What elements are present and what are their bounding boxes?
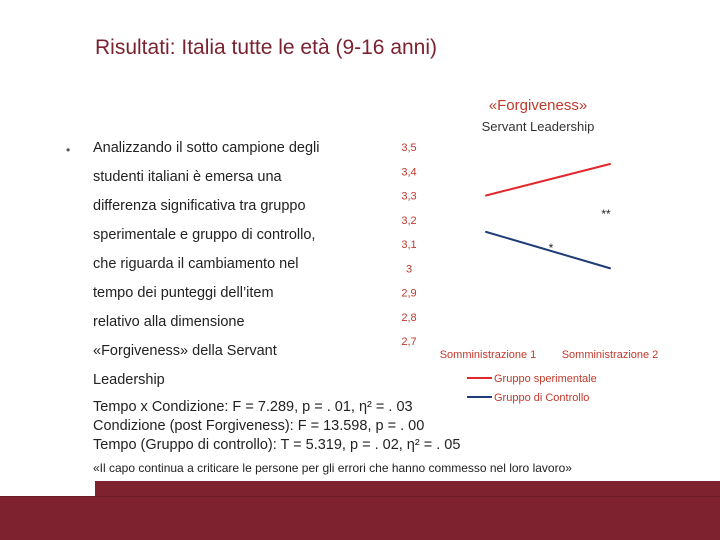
body-line: Leadership: [93, 372, 165, 388]
stats-line: Tempo x Condizione: F = 7.289, p = . 01, η² = . 03: [93, 399, 413, 415]
data-point: [485, 231, 487, 233]
chart-title: «Forgiveness»: [488, 97, 588, 114]
y-tick-label: 3,3: [401, 190, 417, 203]
stats-line: Condizione (post Forgiveness): F = 13.598, p = . 00: [93, 418, 425, 434]
body-line: che riguarda il cambiamento nel: [93, 256, 299, 272]
footer-notch: [0, 481, 95, 497]
legend-label: Gruppo sperimentale: [494, 373, 597, 385]
data-point: [609, 163, 611, 165]
body-line: «Forgiveness» della Servant: [93, 343, 277, 359]
y-tick-label: 2,7: [401, 336, 417, 348]
y-tick-label: 3,2: [401, 214, 417, 227]
x-tick-label: Somministrazione 1: [439, 349, 537, 361]
data-point: [485, 195, 487, 197]
body-line: relativo alla dimensione: [93, 314, 245, 330]
chart-subtitle: Servant Leadership: [481, 119, 595, 134]
legend-label: Gruppo di Controllo: [494, 392, 590, 404]
x-tick-label: Somministrazione 2: [561, 349, 659, 361]
y-tick-label: 3,4: [401, 166, 417, 179]
significance-marker: *: [548, 241, 554, 255]
body-line: sperimentale e gruppo di controllo,: [93, 227, 316, 243]
stats-line: Tempo (Gruppo di controllo): T = 5.319, p = . 02, η² = . 05: [93, 437, 461, 453]
item-quote: «Il capo continua a criticare le persone per gli errori che hanno commesso nel loro lavoro»: [93, 461, 572, 475]
body-line: differenza significativa tra gruppo: [93, 198, 306, 214]
y-tick-label: 3: [405, 263, 413, 276]
y-tick-label: 3,1: [401, 239, 417, 251]
data-point: [609, 267, 611, 269]
significance-marker: **: [601, 207, 611, 221]
slide-title: Risultati: Italia tutte le età (9-16 anni): [95, 36, 438, 59]
footer-divider: [0, 496, 720, 497]
body-line: Analizzando il sotto campione degli: [93, 140, 320, 156]
y-tick-label: 2,9: [401, 287, 417, 300]
footer-band: [0, 481, 720, 540]
body-line: studenti italiani è emersa una: [93, 169, 282, 185]
statistics-block: [93, 398, 460, 455]
y-tick-label: 2,8: [401, 311, 417, 324]
bullet-marker: •: [66, 143, 71, 157]
body-line: tempo dei punteggi dell’item: [93, 285, 274, 301]
series-line: [486, 164, 610, 196]
y-tick-label: 3,5: [401, 142, 417, 154]
